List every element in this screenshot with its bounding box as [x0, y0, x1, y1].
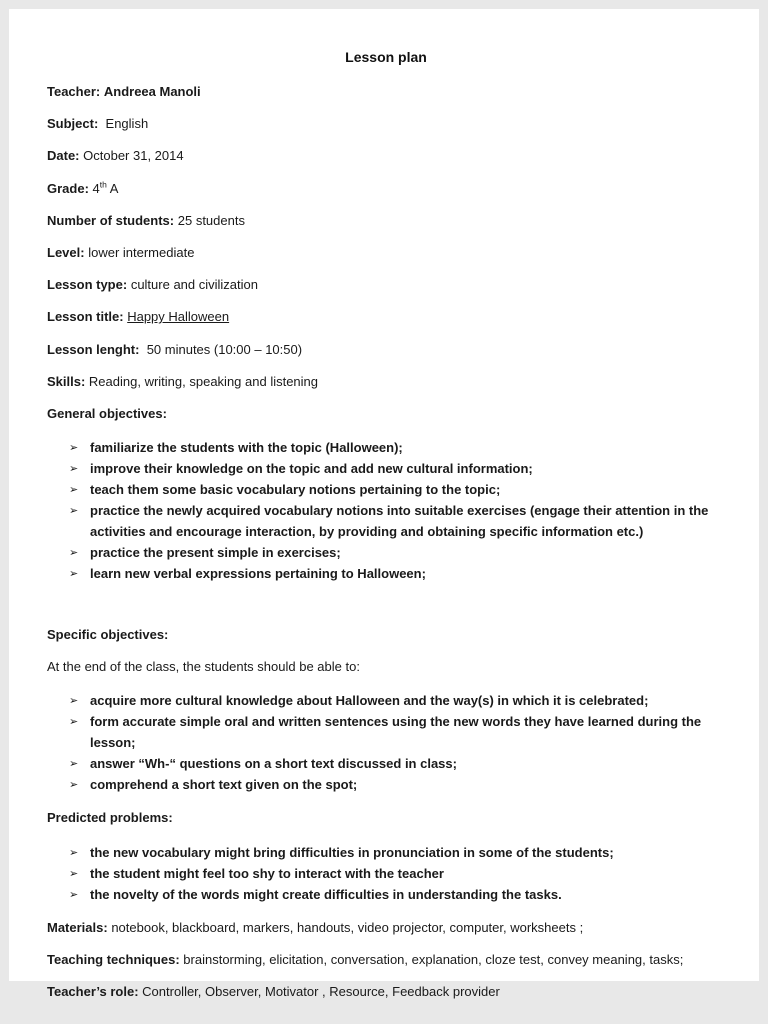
meta-skills-value: Reading, writing, speaking and listening: [88, 373, 319, 389]
meta-number-of-students-value: 25 students: [177, 212, 245, 228]
problem-item: the novelty of the words might create difficulties in understanding the tasks.: [90, 886, 562, 902]
predicted-problems-heading: Predicted problems:: [47, 810, 173, 826]
meta-lesson-title-label: Lesson title:: [47, 309, 124, 325]
teachers-role-label: Teacher’s role:: [47, 984, 139, 999]
meta-lesson-type-label: Lesson type:: [47, 277, 128, 293]
meta-lesson-title: [47, 308, 725, 326]
materials-line: [47, 919, 725, 937]
meta-grade-value: [93, 181, 119, 196]
arrow-bullet-icon: ➢: [69, 462, 79, 476]
list-item: [69, 842, 725, 863]
meta-lesson-type: [47, 276, 725, 294]
meta-date-value: October 31, 2014: [83, 148, 184, 164]
arrow-bullet-icon: ➢: [69, 504, 79, 518]
teaching-techniques-value: brainstorming, elicitation, conversation, explanation, cloze test, convey meaning, tasks;: [183, 951, 684, 967]
meta-subject: [47, 115, 725, 133]
objective-item: acquire more cultural knowledge about Halloween and the way(s) in which it is celebrated;: [90, 693, 649, 709]
meta-subject-value: English: [101, 116, 149, 132]
meta-grade: [47, 180, 725, 198]
list-item: [69, 774, 725, 795]
meta-teacher: [47, 83, 725, 101]
meta-level: [47, 244, 725, 262]
objective-item: improve their knowledge on the topic and add new cultural information;: [90, 461, 533, 477]
arrow-bullet-icon: ➢: [69, 757, 79, 771]
objective-item: comprehend a short text given on the spot;: [90, 777, 358, 793]
document-page: [9, 9, 759, 999]
grade-number: 4: [92, 180, 100, 196]
arrow-bullet-icon: ➢: [69, 866, 79, 880]
teaching-techniques-line: [47, 951, 725, 969]
arrow-bullet-icon: ➢: [69, 694, 79, 708]
meta-lesson-title-value: Happy Halloween: [127, 309, 230, 325]
specific-objectives-list: [47, 690, 725, 795]
meta-skills-label: Skills:: [47, 373, 86, 389]
meta-date-label: Date:: [47, 148, 80, 164]
list-item: [69, 711, 725, 753]
grade-section: A: [106, 180, 119, 196]
materials-value: notebook, blackboard, markers, handouts, video projector, computer, worksheets ;: [111, 919, 584, 935]
arrow-bullet-icon: ➢: [69, 887, 79, 901]
meta-grade-label: Grade:: [47, 180, 89, 196]
meta-lesson-length-label: Lesson lenght:: [47, 341, 140, 357]
list-item: [69, 690, 725, 711]
objective-item: learn new verbal expressions pertaining to Halloween;: [90, 566, 426, 582]
specific-objectives-intro: At the end of the class, the students should be able to:: [47, 659, 360, 675]
meta-level-label: Level:: [47, 244, 85, 260]
specific-objectives-heading: Specific objectives:: [47, 627, 169, 643]
arrow-bullet-icon: ➢: [69, 715, 79, 729]
list-item: [69, 863, 725, 884]
teaching-techniques-label: Teaching techniques:: [47, 951, 180, 967]
objective-item: familiarize the students with the topic (Halloween);: [90, 440, 403, 456]
list-item: [69, 542, 725, 563]
list-item: [69, 479, 725, 500]
arrow-bullet-icon: ➢: [69, 567, 79, 581]
general-objectives-list: [47, 437, 725, 584]
list-item: [69, 753, 725, 774]
general-objectives-heading: General objectives:: [47, 405, 167, 421]
objective-item: practice the newly acquired vocabulary notions into suitable exercises (engage their attention in the activities and encourage interaction, by providing and obtaining specific information etc.): [90, 503, 709, 540]
objective-item: practice the present simple in exercises;: [90, 545, 341, 561]
objective-item: teach them some basic vocabulary notions pertaining to the topic;: [90, 482, 501, 498]
arrow-bullet-icon: ➢: [69, 546, 79, 560]
arrow-bullet-icon: ➢: [69, 483, 79, 497]
grade-superscript: th: [99, 179, 107, 190]
meta-level-value: lower intermediate: [88, 244, 195, 260]
materials-label: Materials:: [47, 919, 108, 935]
meta-lesson-type-value: culture and civilization: [130, 277, 258, 293]
objective-item: answer “Wh-“ questions on a short text discussed in class;: [90, 756, 457, 772]
objective-item: form accurate simple oral and written sentences using the new words they have learned during the lesson;: [90, 714, 702, 751]
teachers-role-line: [47, 983, 725, 1001]
list-item: [69, 458, 725, 479]
arrow-bullet-icon: ➢: [69, 778, 79, 792]
teachers-role-value: Controller, Observer, Motivator , Resource, Feedback provider: [142, 984, 500, 999]
list-item: [69, 884, 725, 905]
problem-item: the new vocabulary might bring difficulties in pronunciation in some of the students;: [90, 844, 614, 860]
meta-lesson-length: [47, 341, 725, 359]
problem-item: the student might feel too shy to interact with the teacher: [90, 865, 444, 881]
meta-lesson-length-value: 50 minutes (10:00 – 10:50): [143, 341, 303, 357]
list-item: [69, 500, 725, 542]
meta-teacher-label: Teacher:: [47, 84, 101, 99]
meta-number-of-students-label: Number of students:: [47, 212, 175, 228]
arrow-bullet-icon: ➢: [69, 441, 79, 455]
meta-date: [47, 147, 725, 165]
document-title: Lesson plan: [345, 49, 427, 65]
arrow-bullet-icon: ➢: [69, 845, 79, 859]
predicted-problems-list: [47, 842, 725, 905]
list-item: [69, 563, 725, 584]
meta-skills: [47, 373, 725, 391]
meta-number-of-students: [47, 212, 725, 230]
meta-teacher-value: Andreea Manoli: [103, 84, 201, 99]
list-item: [69, 437, 725, 458]
meta-subject-label: Subject:: [47, 116, 99, 132]
